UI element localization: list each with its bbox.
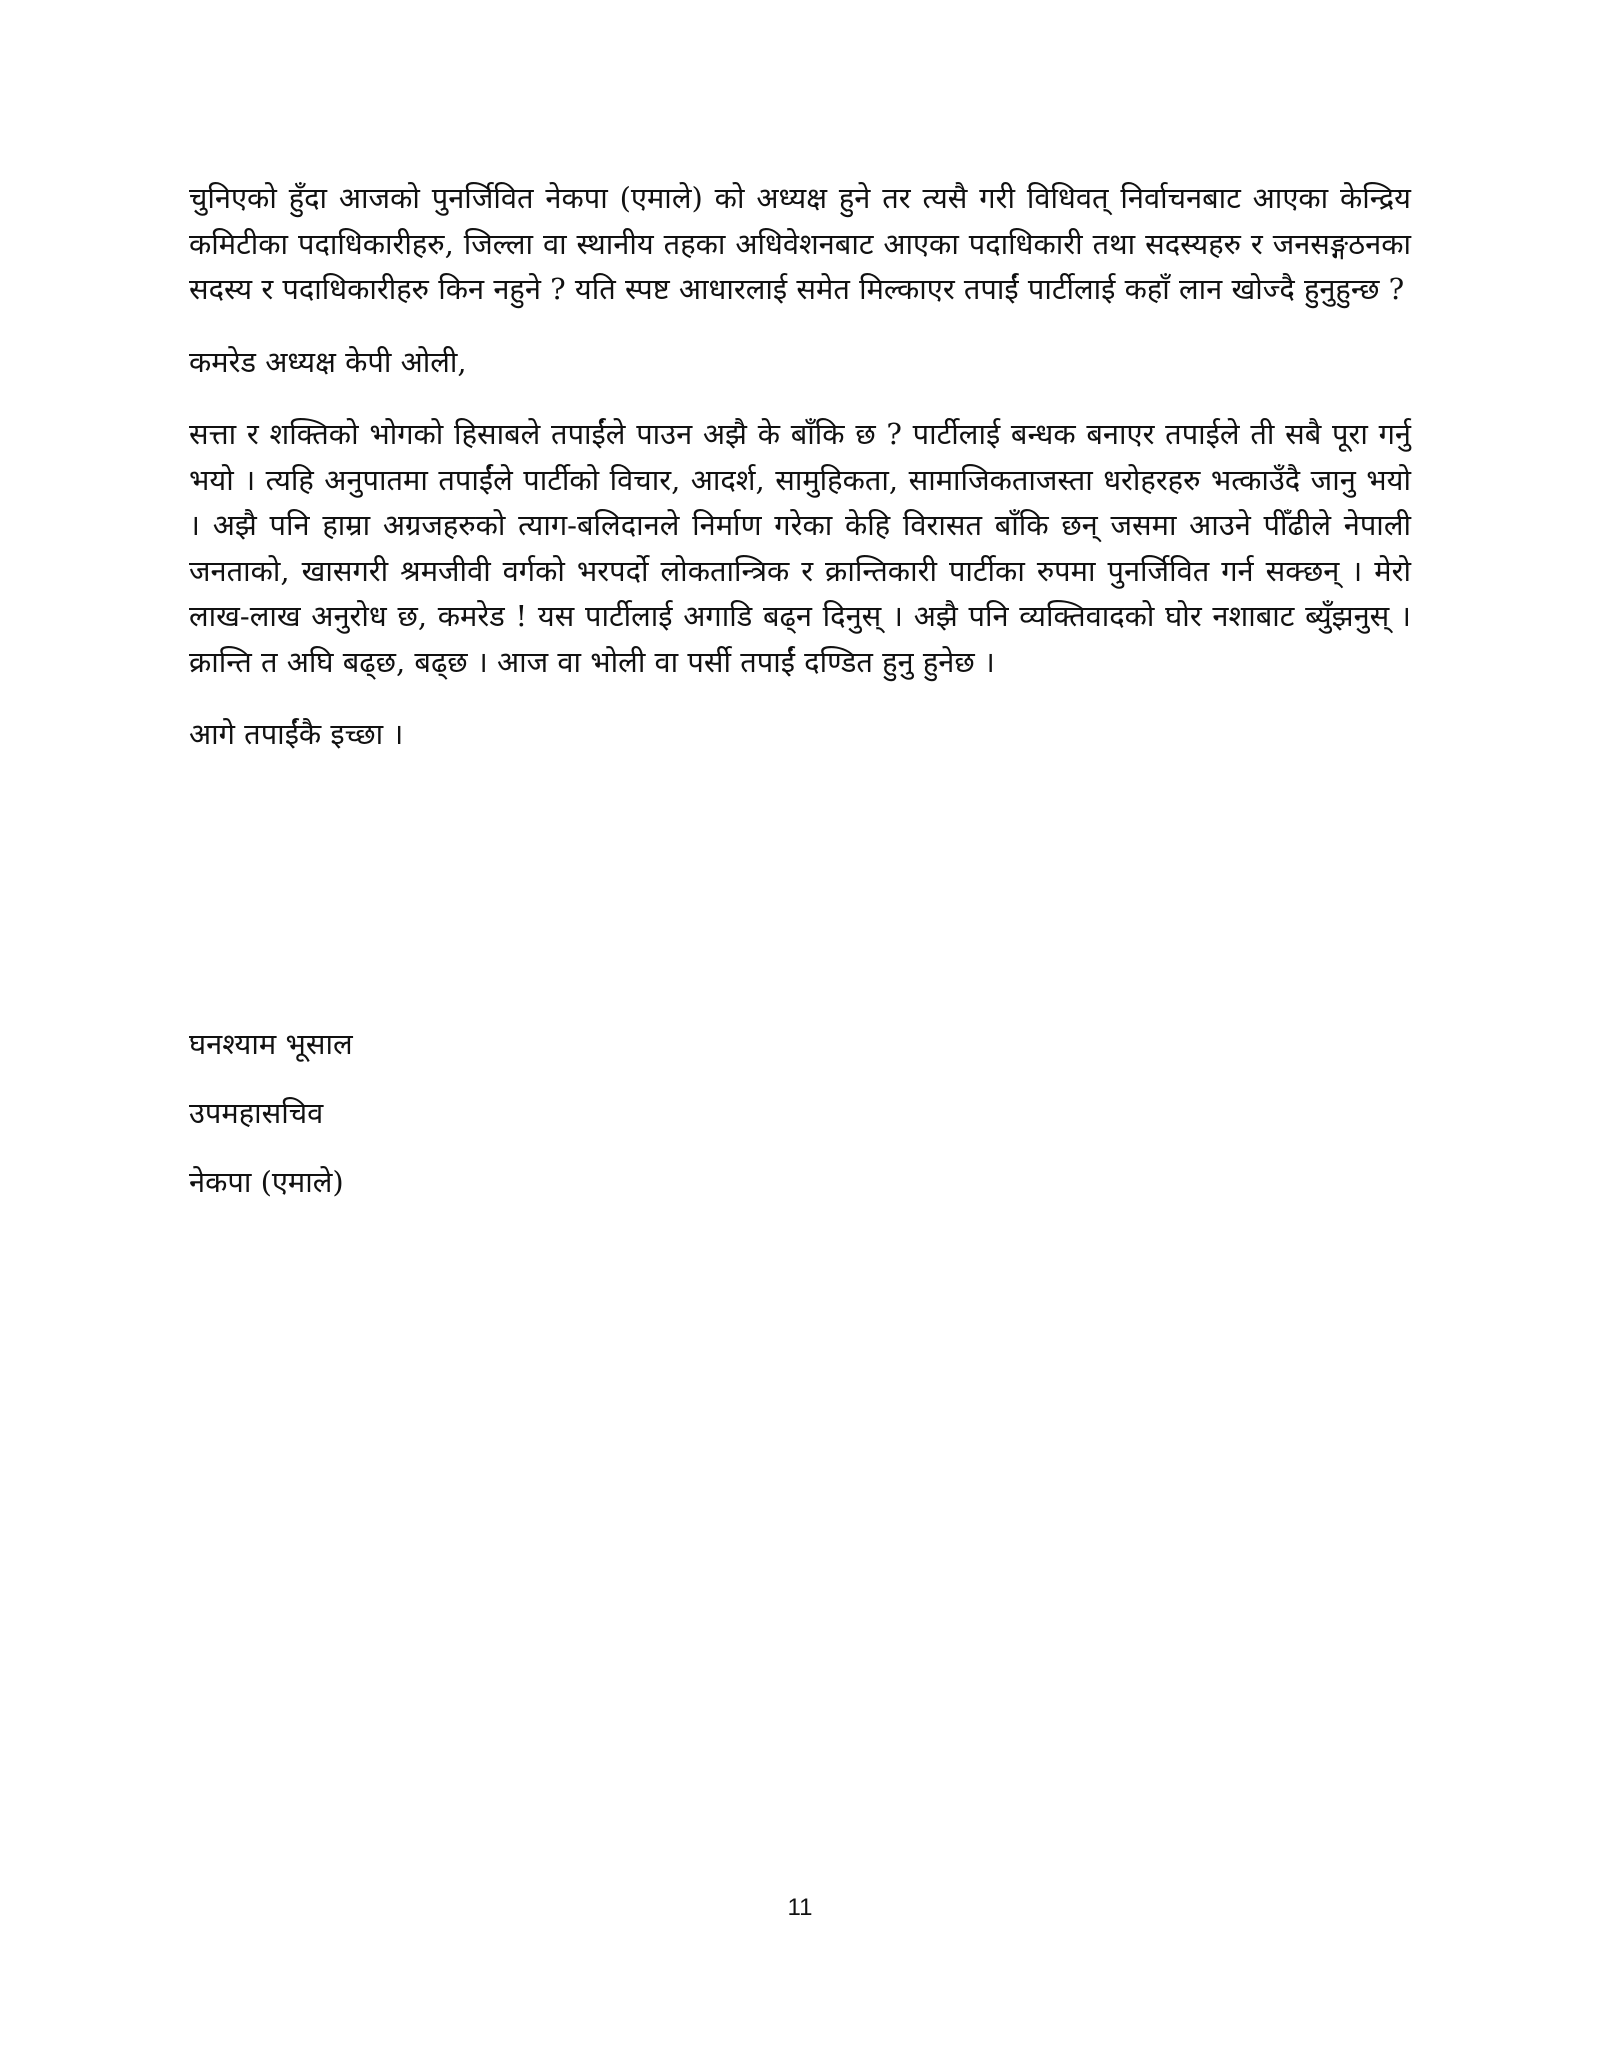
page-number: 11 bbox=[787, 1894, 813, 1921]
signatory-title: उपमहासचिव bbox=[189, 1096, 324, 1130]
signatory-name: घनश्याम भूसाल bbox=[189, 1027, 353, 1061]
signature-block bbox=[189, 1022, 989, 1229]
letter-body bbox=[189, 176, 1411, 785]
signatory-party: नेकपा (एमाले) bbox=[189, 1165, 344, 1199]
paragraph-opening: चुनिएको हुँदा आजको पुनर्जिवित नेकपा (एमाले) को अध्यक्ष हुने तर त्यसै गरी विधिवत् निर्वाचनबाट आएका केन्द्रिय कमिटीका पदाधिकारीहरु, जिल्ला वा स्थानीय तहका अधिवेशनबाट आएका पदाधिकारी तथा सदस्यहरु र जनसङ्गठनका सदस्य र पदाधिकारीहरु किन नहुने ? यति स्पष्ट आधारलाई समेत मिल्काएर तपाईं पार्टीलाई कहाँ लान खोज्दै हुनुहुन्छ ? bbox=[189, 181, 1411, 306]
paragraph-appeal: सत्ता र शक्तिको भोगको हिसाबले तपाईंले पाउन अझै के बाँकि छ ? पार्टीलाई बन्धक बनाएर तपाईले ती सबै पूरा गर्नु भयो । त्यहि अनुपातमा तपाईंले पार्टीको विचार, आदर्श, सामुहिकता, सामाजिकताजस्ता धरोहरहरु भत्काउँदै जानु भयो । अझै पनि हाम्रा अग्रजहरुको त्याग-बलिदानले निर्माण गरेका केहि विरासत बाँकि छन् जसमा आउने पीँढीले नेपाली जनताको, खासगरी श्रमजीवी वर्गको भरपर्दो लोकतान्त्रिक र क्रान्तिकारी पार्टीका रुपमा पुनर्जिवित गर्न सक्छन् । मेरो लाख-लाख अनुरोध छ, कमरेड ! यस पार्टीलाई अगाडि बढ्न दिनुस् । अझै पनि व्यक्तिवादको घोर नशाबाट ब्युँझनुस् । क्रान्ति त अघि बढ्छ, बढ्छ । आज वा भोली वा पर्सी तपाईं दण्डित हुनु हुनेछ । bbox=[189, 417, 1411, 679]
closing-line: आगे तपाईंकै इच्छा । bbox=[189, 717, 404, 751]
salutation: कमरेड अध्यक्ष केपी ओली, bbox=[189, 344, 467, 379]
